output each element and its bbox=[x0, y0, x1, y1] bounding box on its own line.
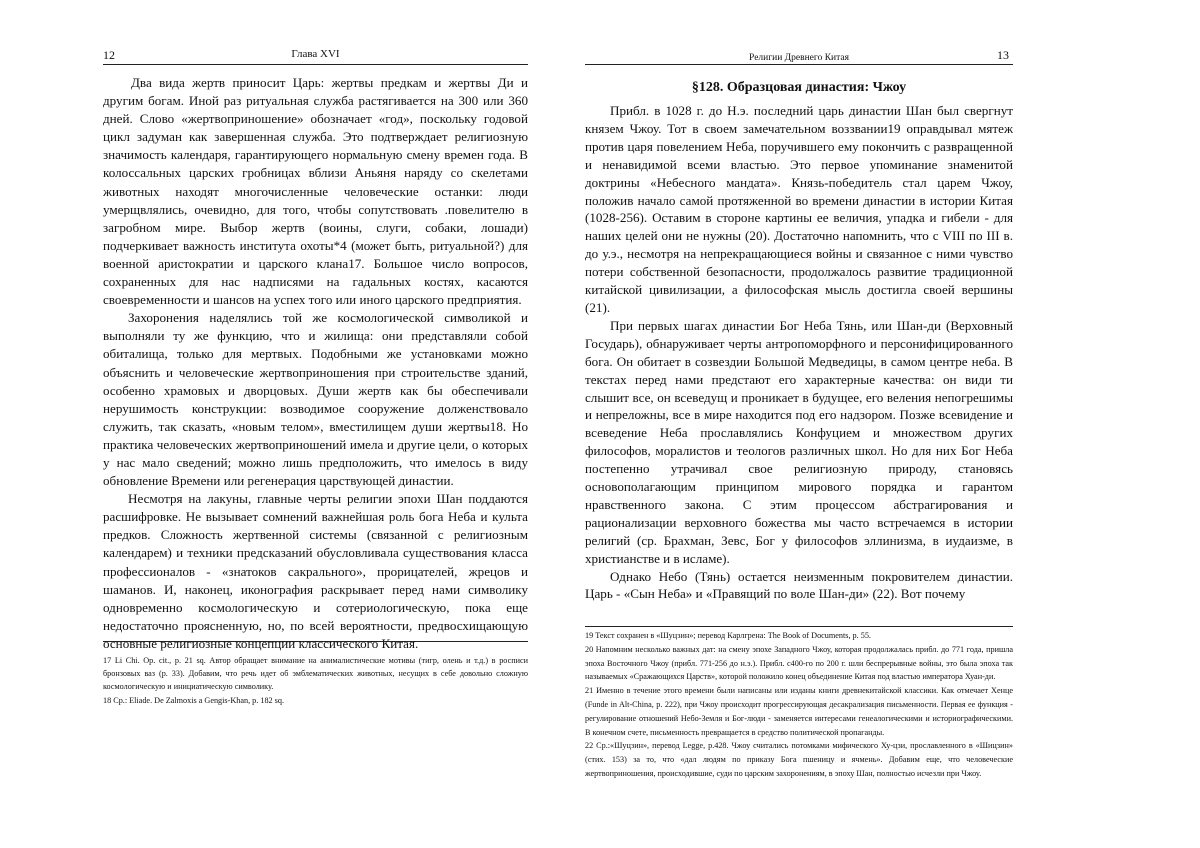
paragraph: При первых шагах династии Бог Неба Тянь, или Шан-ди (Верховный Государь), обнаруживает черты антропоморфного и персонифицированного бога. Он обитает в созвездии Большой Медведицы, в самом центре неба. В текстах перед нами предстают его характерные качества: он види ти слышит все, он всеведущ и проникает в будущее, его веления непогрешимы и непреложны, все в мире находится под его надзором. Позже всевидение и всеведение Неба прославлялись Конфуцием и множеством других философов, моралистов и теологов различных школ. Но для них Бог Неба постепенно утрачивал свое религиозную природу, становясь основополагающим принципом мирового порядка и гарантом нравственного закона. С этим процессом абстрагирования и рационализации верховного божества мы часто встречаемся в истории религий (ср. Брахман, Зевс, Бог у философов эллинизма, в иудаизме, в христианстве и в исламе). bbox=[585, 317, 1013, 566]
left-footnotes bbox=[103, 654, 528, 707]
right-page-body bbox=[585, 102, 1013, 603]
left-page-body bbox=[103, 74, 528, 653]
paragraph: Прибл. в 1028 г. до Н.э. последний царь династии Шан был свергнут князем Чжоу. Тот в своем замечательном воззвании19 оправдывал мятеж против царя повелением Неба, поручившего ему покончить с развращенной и ненавидимой всеми властью. Это первое упоминание знаменитой доктрины «Небесного мандата». Князь-победитель стал царем Чжоу, положив начало самой протяженной во времени династии в истории Китая (1028-256). Оставим в стороне картины ее величия, упадка и гибели - для наших целей они не нужны (20). Достаточно напомнить, что с VIII по III в. до у.э., несмотря на непрекращающиеся войны и связанное с ними чувство потери собственной безопасности, продолжалось развитие традиционной китайской цивилизации, а философская мысль достигла своей вершины (21). bbox=[585, 103, 1013, 315]
left-page-number: 12 bbox=[103, 48, 115, 62]
footnote-divider bbox=[103, 641, 528, 642]
right-page bbox=[585, 0, 1013, 848]
left-page bbox=[103, 0, 528, 848]
footnote: 19 Текст сохранен в «Шуцзин»; перевод Карлгрена: The Book of Documents, p. 55. bbox=[585, 631, 871, 640]
left-running-head: Глава XVI bbox=[291, 48, 340, 60]
right-page-number: 13 bbox=[997, 48, 1009, 62]
paragraph: Два вида жертв приносит Царь: жертвы предкам и жертвы Ди и другим богам. Иной раз ритуальная служба растягивается на 300 или 360 дней. Слово «жертвоприношение» обозначает «год», поскольку годовой цикл задуман как завершенная служба. Это подтверждает религиозную значимость календаря, гарантирующего нормальную смену времен года. В колоссальных царских гробницах вблизи Аньяня наряду со скелетами животных находят многочисленные человеческие останки: люди умерщвлялись, очевидно, для того, чтобы сопутствовать .повелителю в загробном мире. Выбор жертв (воины, слуги, собаки, лошади) подчеркивает важность института охоты*4 (может быть, ритуальной?) для военной аристократии и царского клана17. Большое число вопросов, сохраненных для нас надписями на гадальных костях, касаются своевременности и шансов на успех того или иного царского предприятия. bbox=[103, 75, 528, 308]
paragraph: Однако Небо (Тянь) остается неизменным покровителем династии. Царь - «Сын Неба» и «Правящий по воле Шан-ди» (22). Вот почему bbox=[585, 568, 1013, 602]
footnote: 20 Напомним несколько важных дат: на смену эпохе Западного Чжоу, которая продолжалась прибл. до 771 года, пришла эпоха Восточного Чжоу (прибл. 771-256 до н.э.). Прибл. с400-го по 200 г. шли беспрерывные войны, это была эпоха так называемых «Сражающихся Царств», которой положило конец объединение Китая под властью императора Хуан-ди. bbox=[585, 644, 1013, 682]
footnote: 17 Li Chi. Op. cit., p. 21 sq. Автор обращает внимание на анималистические мотивы (тигр, олень и т.д.) в росписи бронзовых ваз (р. 33). Добавим, что речь идет об эмблематических животных, несущих в себе довольно сложную космологическую и инициатическую символику. bbox=[103, 656, 528, 692]
footnote-divider bbox=[585, 626, 1013, 627]
right-page-header bbox=[585, 48, 1013, 65]
footnote: 22 Ср.:«Шуцзин», перевод Legge, p.428. Чжоу считались потомками мифического Ху-цзи, прославленного в «Шицзин» (стих. 153) за то, что «дал людям по приказу Бога пшеницу и ячмень». Добавим еще, что человеческие жертвоприношения, происходившие, суди по царским захоронениям, в эпоху Шан, полностью исчезли при Чжоу. bbox=[585, 741, 1013, 778]
footnote: 21 Именно в течение этого времени были написаны или изданы книги древнекитайской классики. Как отмечает Хенце (Funde in Alt-China, p. 222), при Чжоу происходит прогрессирующая десакрализация письменности. Первая ее функция - регулирование отношений Небо-Земля и Бог-люди - заменяется интересами генеалогическими и историографическими. В конечном счете, письменность превращается в средство политической пропаганды. bbox=[585, 686, 1013, 737]
paragraph: Несмотря на лакуны, главные черты религии эпохи Шан поддаются расшифровке. Не вызывает сомнений важнейшая роль бога Неба и культа предков. Сложность жертвенной системы (связанной с религиозным календарем) и техники предсказаний обусловливала существования класса профессионалов - «знатоков сакрального», прорицателей, жрецов и шаманов. И, наконец, иконография раскрывает перед нами символику одновременно космологическую и сотериологическую, пока еще недостаточно проясненную, но, по всей вероятности, предвосхищающую основные религиозные концепции классического Китая. bbox=[103, 491, 528, 651]
footnote: 18 Ср.: Eliade. De Zalmoxis a Gengis-Khan, p. 182 sq. bbox=[103, 695, 285, 705]
left-page-header bbox=[103, 48, 528, 65]
right-running-head: Религии Древнего Китая bbox=[749, 53, 849, 63]
paragraph: Захоронения наделялись той же космологической символикой и выполняли ту же функцию, что и жилища: они представляли собой обиталища, только для мертвых. Подобными же установками можно объяснить и человеческие жертвоприношения при строительстве зданий, особенно храмовых и дворцовых. Души жертв как бы обеспечивали нерушимость конструкции: возводимое сооружение долженствовало служить, так сказать, «новым телом», вместилищем души жертвы18. Но практика человеческих жертвоприношений имела и другие цели, о которых у нас мало сведений; можно лишь предположить, что имелось в виду обновление Времени или регенерация царствующей династии. bbox=[103, 310, 528, 489]
right-footnotes bbox=[585, 629, 1013, 781]
section-heading: §128. Образцовая династия: Чжоу bbox=[691, 80, 907, 95]
